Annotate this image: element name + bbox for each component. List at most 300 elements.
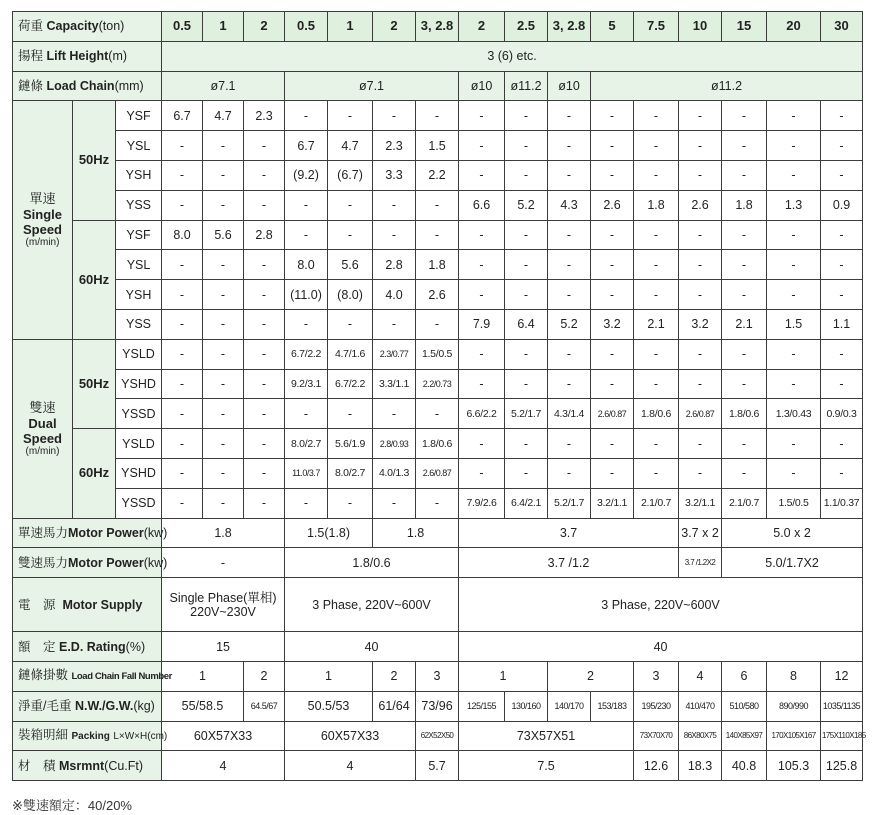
- speed-cell: 3.2: [591, 309, 634, 339]
- speed-cell: -: [767, 220, 821, 250]
- weight-value: 55/58.5: [162, 691, 244, 721]
- speed-cell: -: [548, 131, 591, 161]
- model-name: YSSD: [116, 399, 162, 429]
- speed-cell: -: [244, 369, 285, 399]
- speed-cell: 6.7: [162, 101, 203, 131]
- speed-cell: -: [505, 280, 548, 310]
- speed-cell: -: [162, 399, 203, 429]
- capacity-value: 20: [767, 12, 821, 42]
- speed-cell: -: [459, 458, 505, 488]
- speed-cell: -: [634, 160, 679, 190]
- motor-power-single-row: [13, 518, 863, 548]
- speed-cell: -: [722, 160, 767, 190]
- speed-cell: -: [203, 280, 244, 310]
- speed-cell: -: [591, 250, 634, 280]
- ed-rating-label: 額 定 E.D. Rating(%): [13, 632, 162, 662]
- motor-power-value: 1.8: [162, 518, 285, 548]
- speed-cell: -: [722, 250, 767, 280]
- speed-cell: 4.3: [548, 190, 591, 220]
- speed-cell: -: [162, 190, 203, 220]
- fall-number-value: 8: [767, 661, 821, 691]
- speed-cell: -: [548, 339, 591, 369]
- speed-cell: -: [285, 101, 328, 131]
- single-speed-row: [13, 309, 863, 339]
- model-name: YSSD: [116, 488, 162, 518]
- packing-value: 86X80X75: [679, 721, 722, 751]
- weight-value: 153/183: [591, 691, 634, 721]
- model-name: YSL: [116, 131, 162, 161]
- measurement-label: 材 積 Msrmnt(Cu.Ft): [13, 751, 162, 781]
- speed-cell: 8.0: [162, 220, 203, 250]
- motor-power-value: 3.7 /1.2X2: [679, 548, 722, 578]
- speed-cell: 6.7/2.2: [285, 339, 328, 369]
- speed-cell: -: [548, 250, 591, 280]
- capacity-value: 1: [203, 12, 244, 42]
- speed-cell: 2.8: [373, 250, 416, 280]
- speed-cell: -: [373, 101, 416, 131]
- speed-cell: 2.8/0.93: [373, 429, 416, 459]
- weight-value: 125/155: [459, 691, 505, 721]
- model-name: YSL: [116, 250, 162, 280]
- capacity-value: 3, 2.8: [548, 12, 591, 42]
- speed-cell: 5.2/1.7: [505, 399, 548, 429]
- speed-cell: -: [459, 160, 505, 190]
- capacity-value: 0.5: [162, 12, 203, 42]
- capacity-value: 2: [459, 12, 505, 42]
- motor-supply-three-phase: 3 Phase, 220V~600V: [285, 578, 459, 632]
- speed-cell: -: [459, 280, 505, 310]
- single-speed-row: [13, 220, 863, 250]
- speed-cell: -: [162, 309, 203, 339]
- speed-cell: -: [505, 429, 548, 459]
- speed-cell: -: [244, 339, 285, 369]
- speed-cell: -: [162, 429, 203, 459]
- speed-cell: -: [679, 339, 722, 369]
- speed-cell: 1.1: [821, 309, 863, 339]
- capacity-label: 荷重 Capacity(ton): [13, 12, 162, 42]
- packing-label: 裝箱明細 Packing L×W×H(cm): [13, 721, 162, 751]
- speed-cell: 2.6: [416, 280, 459, 310]
- speed-cell: 1.8/0.6: [634, 399, 679, 429]
- speed-cell: 4.7: [203, 101, 244, 131]
- speed-cell: -: [416, 399, 459, 429]
- single-speed-row: [13, 101, 863, 131]
- speed-cell: -: [634, 220, 679, 250]
- speed-cell: -: [767, 160, 821, 190]
- speed-cell: -: [505, 131, 548, 161]
- speed-cell: 5.2: [548, 309, 591, 339]
- fall-number-row: [13, 661, 863, 691]
- fall-number-value: 6: [722, 661, 767, 691]
- lift-height-row: [13, 41, 863, 71]
- footnote: ※雙速額定：40/20%: [12, 798, 132, 813]
- speed-cell: -: [821, 280, 863, 310]
- speed-cell: 2.6/0.87: [679, 399, 722, 429]
- speed-cell: -: [679, 250, 722, 280]
- fall-number-value: 1: [285, 661, 373, 691]
- speed-cell: -: [821, 369, 863, 399]
- fall-number-label: 鏈條掛數 Load Chain Fall Number: [13, 661, 162, 691]
- speed-cell: -: [591, 220, 634, 250]
- fall-number-value: 4: [679, 661, 722, 691]
- speed-cell: -: [821, 339, 863, 369]
- speed-cell: 6.4/2.1: [505, 488, 548, 518]
- speed-cell: 1.5/0.5: [416, 339, 459, 369]
- fall-number-value: 3: [634, 661, 679, 691]
- speed-cell: -: [591, 280, 634, 310]
- speed-cell: -: [821, 131, 863, 161]
- speed-cell: -: [591, 160, 634, 190]
- speed-cell: -: [285, 190, 328, 220]
- speed-cell: 8.0: [285, 250, 328, 280]
- fall-number-value: 2: [244, 661, 285, 691]
- speed-cell: -: [767, 280, 821, 310]
- speed-cell: -: [548, 458, 591, 488]
- speed-cell: -: [722, 280, 767, 310]
- measurement-row: [13, 751, 863, 781]
- load-chain-value: ø10: [459, 71, 505, 101]
- speed-cell: -: [722, 131, 767, 161]
- weight-value: 510/580: [722, 691, 767, 721]
- weight-row: [13, 691, 863, 721]
- capacity-value: 7.5: [634, 12, 679, 42]
- motor-power-value: 3.7 x 2: [679, 518, 722, 548]
- speed-cell: -: [591, 131, 634, 161]
- speed-cell: -: [244, 458, 285, 488]
- single-speed-label: 單速 Single Speed (m/min): [13, 101, 73, 339]
- speed-cell: -: [821, 458, 863, 488]
- speed-cell: -: [203, 131, 244, 161]
- speed-cell: 6.7: [285, 131, 328, 161]
- speed-cell: -: [459, 250, 505, 280]
- single-speed-row: [13, 280, 863, 310]
- speed-cell: -: [679, 131, 722, 161]
- speed-cell: (9.2): [285, 160, 328, 190]
- speed-cell: -: [722, 220, 767, 250]
- speed-cell: -: [162, 458, 203, 488]
- speed-cell: -: [203, 458, 244, 488]
- motor-power-value: 5.0/1.7X2: [722, 548, 863, 578]
- speed-cell: 6.4: [505, 309, 548, 339]
- speed-cell: 1.8/0.6: [722, 399, 767, 429]
- weight-label: 淨重/毛重 N.W./G.W.(kg): [13, 691, 162, 721]
- model-name: YSS: [116, 309, 162, 339]
- speed-cell: -: [821, 160, 863, 190]
- speed-cell: -: [679, 280, 722, 310]
- speed-cell: 2.8: [244, 220, 285, 250]
- motor-power-value: 1.8/0.6: [285, 548, 459, 578]
- speed-cell: -: [373, 309, 416, 339]
- speed-cell: -: [591, 339, 634, 369]
- capacity-value: 2: [244, 12, 285, 42]
- speed-cell: 5.6/1.9: [328, 429, 373, 459]
- speed-cell: -: [328, 488, 373, 518]
- speed-cell: 1.8/0.6: [416, 429, 459, 459]
- measurement-value: 125.8: [821, 751, 863, 781]
- speed-cell: 5.6: [328, 250, 373, 280]
- speed-cell: 6.6/2.2: [459, 399, 505, 429]
- capacity-value: 1: [328, 12, 373, 42]
- hz-50-label: 50Hz: [73, 339, 116, 428]
- speed-cell: -: [244, 488, 285, 518]
- motor-power-value: -: [162, 548, 285, 578]
- measurement-value: 40.8: [722, 751, 767, 781]
- speed-cell: -: [634, 429, 679, 459]
- speed-cell: 1.3: [767, 190, 821, 220]
- speed-cell: -: [416, 101, 459, 131]
- speed-cell: 8.0/2.7: [285, 429, 328, 459]
- model-name: YSH: [116, 160, 162, 190]
- packing-value: 170X105X167: [767, 721, 821, 751]
- speed-cell: -: [722, 339, 767, 369]
- speed-cell: -: [162, 280, 203, 310]
- speed-cell: 2.1: [634, 309, 679, 339]
- speed-cell: -: [162, 160, 203, 190]
- speed-cell: -: [505, 101, 548, 131]
- dual-speed-row: [13, 488, 863, 518]
- speed-cell: 2.1: [722, 309, 767, 339]
- speed-cell: -: [162, 250, 203, 280]
- speed-cell: -: [328, 190, 373, 220]
- dual-speed-row: [13, 339, 863, 369]
- speed-cell: -: [285, 399, 328, 429]
- speed-cell: -: [591, 429, 634, 459]
- weight-value: 64.5/67: [244, 691, 285, 721]
- load-chain-value: ø11.2: [505, 71, 548, 101]
- speed-cell: (11.0): [285, 280, 328, 310]
- speed-cell: -: [767, 369, 821, 399]
- packing-value: 60X57X33: [162, 721, 285, 751]
- speed-cell: -: [767, 429, 821, 459]
- speed-cell: 1.8: [634, 190, 679, 220]
- speed-cell: 3.2/1.1: [679, 488, 722, 518]
- speed-cell: -: [459, 131, 505, 161]
- packing-value: 60X57X33: [285, 721, 416, 751]
- speed-cell: -: [244, 250, 285, 280]
- motor-power-value: 1.5(1.8): [285, 518, 373, 548]
- speed-cell: 2.6/0.87: [416, 458, 459, 488]
- motor-supply-three-phase: 3 Phase, 220V~600V: [459, 578, 863, 632]
- speed-cell: -: [634, 280, 679, 310]
- measurement-value: 5.7: [416, 751, 459, 781]
- dual-speed-row: [13, 429, 863, 459]
- speed-cell: -: [591, 458, 634, 488]
- capacity-value: 30: [821, 12, 863, 42]
- capacity-value: 15: [722, 12, 767, 42]
- motor-power-single-label: 單速馬力Motor Power(kw): [13, 518, 162, 548]
- model-name: YSLD: [116, 339, 162, 369]
- speed-cell: -: [821, 250, 863, 280]
- speed-cell: 1.8: [416, 250, 459, 280]
- speed-cell: 4.3/1.4: [548, 399, 591, 429]
- speed-cell: 8.0/2.7: [328, 458, 373, 488]
- fall-number-value: 2: [373, 661, 416, 691]
- speed-cell: (8.0): [328, 280, 373, 310]
- speed-cell: -: [373, 190, 416, 220]
- speed-cell: 1.1/0.37: [821, 488, 863, 518]
- speed-cell: 3.3: [373, 160, 416, 190]
- hz-60-label: 60Hz: [73, 429, 116, 518]
- speed-cell: -: [634, 458, 679, 488]
- measurement-value: 12.6: [634, 751, 679, 781]
- speed-cell: 2.2: [416, 160, 459, 190]
- single-speed-row: [13, 160, 863, 190]
- measurement-value: 4: [285, 751, 416, 781]
- motor-power-value: 3.7 /1.2: [459, 548, 679, 578]
- speed-cell: -: [591, 369, 634, 399]
- speed-cell: -: [821, 101, 863, 131]
- motor-supply-single-phase: Single Phase(單相) 220V~230V: [162, 578, 285, 632]
- motor-supply-row: [13, 578, 863, 632]
- speed-cell: 2.1/0.7: [722, 488, 767, 518]
- packing-value: 175X110X185: [821, 721, 863, 751]
- single-speed-row: [13, 190, 863, 220]
- speed-cell: 2.3/0.77: [373, 339, 416, 369]
- motor-power-dual-row: [13, 548, 863, 578]
- speed-cell: 5.2/1.7: [548, 488, 591, 518]
- speed-cell: -: [821, 220, 863, 250]
- speed-cell: -: [244, 309, 285, 339]
- measurement-value: 7.5: [459, 751, 634, 781]
- speed-cell: 2.3: [373, 131, 416, 161]
- speed-cell: -: [203, 369, 244, 399]
- speed-cell: -: [244, 280, 285, 310]
- speed-cell: -: [285, 309, 328, 339]
- measurement-value: 4: [162, 751, 285, 781]
- model-name: YSHD: [116, 458, 162, 488]
- speed-cell: -: [634, 250, 679, 280]
- speed-cell: -: [328, 220, 373, 250]
- dual-speed-row: [13, 458, 863, 488]
- speed-cell: -: [328, 309, 373, 339]
- speed-cell: -: [634, 369, 679, 399]
- speed-cell: 0.9: [821, 190, 863, 220]
- speed-cell: -: [821, 429, 863, 459]
- speed-cell: -: [244, 399, 285, 429]
- speed-cell: -: [416, 190, 459, 220]
- speed-cell: 1.5/0.5: [767, 488, 821, 518]
- speed-cell: -: [459, 339, 505, 369]
- speed-cell: -: [203, 488, 244, 518]
- speed-cell: -: [416, 309, 459, 339]
- speed-cell: -: [162, 488, 203, 518]
- speed-cell: -: [244, 190, 285, 220]
- speed-cell: 2.6/0.87: [591, 399, 634, 429]
- speed-cell: 2.2/0.73: [416, 369, 459, 399]
- speed-cell: 2.3: [244, 101, 285, 131]
- speed-cell: 4.7: [328, 131, 373, 161]
- motor-power-value: 5.0 x 2: [722, 518, 863, 548]
- speed-cell: -: [505, 339, 548, 369]
- model-name: YSHD: [116, 369, 162, 399]
- speed-cell: -: [505, 160, 548, 190]
- capacity-value: 10: [679, 12, 722, 42]
- model-name: YSH: [116, 280, 162, 310]
- single-speed-row: [13, 250, 863, 280]
- speed-cell: 1.5: [416, 131, 459, 161]
- speed-cell: -: [679, 429, 722, 459]
- ed-rating-value: 15: [162, 632, 285, 662]
- speed-cell: -: [203, 250, 244, 280]
- capacity-value: 2.5: [505, 12, 548, 42]
- speed-cell: -: [285, 220, 328, 250]
- speed-cell: 5.2: [505, 190, 548, 220]
- speed-cell: -: [244, 160, 285, 190]
- speed-cell: -: [285, 488, 328, 518]
- speed-cell: -: [459, 429, 505, 459]
- dual-speed-row: [13, 369, 863, 399]
- speed-cell: 1.8: [722, 190, 767, 220]
- speed-cell: -: [244, 131, 285, 161]
- speed-cell: -: [505, 250, 548, 280]
- speed-cell: -: [722, 458, 767, 488]
- speed-cell: 7.9/2.6: [459, 488, 505, 518]
- speed-cell: -: [203, 339, 244, 369]
- model-name: YSF: [116, 101, 162, 131]
- speed-cell: 11.0/3.7: [285, 458, 328, 488]
- speed-cell: -: [767, 101, 821, 131]
- speed-cell: 9.2/3.1: [285, 369, 328, 399]
- weight-value: 410/470: [679, 691, 722, 721]
- load-chain-row: [13, 71, 863, 101]
- speed-cell: -: [548, 160, 591, 190]
- motor-power-value: 3.7: [459, 518, 679, 548]
- speed-cell: -: [548, 280, 591, 310]
- speed-cell: 0.9/0.3: [821, 399, 863, 429]
- speed-cell: -: [162, 131, 203, 161]
- speed-cell: -: [548, 369, 591, 399]
- capacity-value: 5: [591, 12, 634, 42]
- motor-power-dual-label: 雙速馬力Motor Power(kw): [13, 548, 162, 578]
- capacity-value: 0.5: [285, 12, 328, 42]
- speed-cell: -: [679, 160, 722, 190]
- speed-cell: -: [328, 399, 373, 429]
- fall-number-value: 2: [548, 661, 634, 691]
- hz-60-label: 60Hz: [73, 220, 116, 339]
- speed-cell: 6.7/2.2: [328, 369, 373, 399]
- fall-number-value: 1: [162, 661, 244, 691]
- dual-speed-label: 雙速 Dual Speed (m/min): [13, 339, 73, 518]
- speed-cell: -: [328, 101, 373, 131]
- single-speed-row: [13, 131, 863, 161]
- load-chain-value: ø7.1: [285, 71, 459, 101]
- speed-cell: 4.0: [373, 280, 416, 310]
- speed-cell: -: [679, 220, 722, 250]
- measurement-value: 105.3: [767, 751, 821, 781]
- speed-cell: 2.6: [591, 190, 634, 220]
- speed-cell: -: [505, 369, 548, 399]
- capacity-value: 3, 2.8: [416, 12, 459, 42]
- speed-cell: -: [767, 131, 821, 161]
- weight-value: 73/96: [416, 691, 459, 721]
- speed-cell: -: [416, 488, 459, 518]
- weight-value: 130/160: [505, 691, 548, 721]
- speed-cell: -: [373, 488, 416, 518]
- load-chain-value: ø7.1: [162, 71, 285, 101]
- speed-cell: -: [634, 101, 679, 131]
- capacity-value: 2: [373, 12, 416, 42]
- speed-cell: 3.2/1.1: [591, 488, 634, 518]
- fall-number-value: 1: [459, 661, 548, 691]
- dual-speed-row: [13, 399, 863, 429]
- speed-cell: -: [162, 369, 203, 399]
- speed-cell: -: [459, 101, 505, 131]
- weight-value: 50.5/53: [285, 691, 373, 721]
- speed-cell: -: [722, 369, 767, 399]
- measurement-value: 18.3: [679, 751, 722, 781]
- speed-cell: 6.6: [459, 190, 505, 220]
- speed-cell: -: [548, 101, 591, 131]
